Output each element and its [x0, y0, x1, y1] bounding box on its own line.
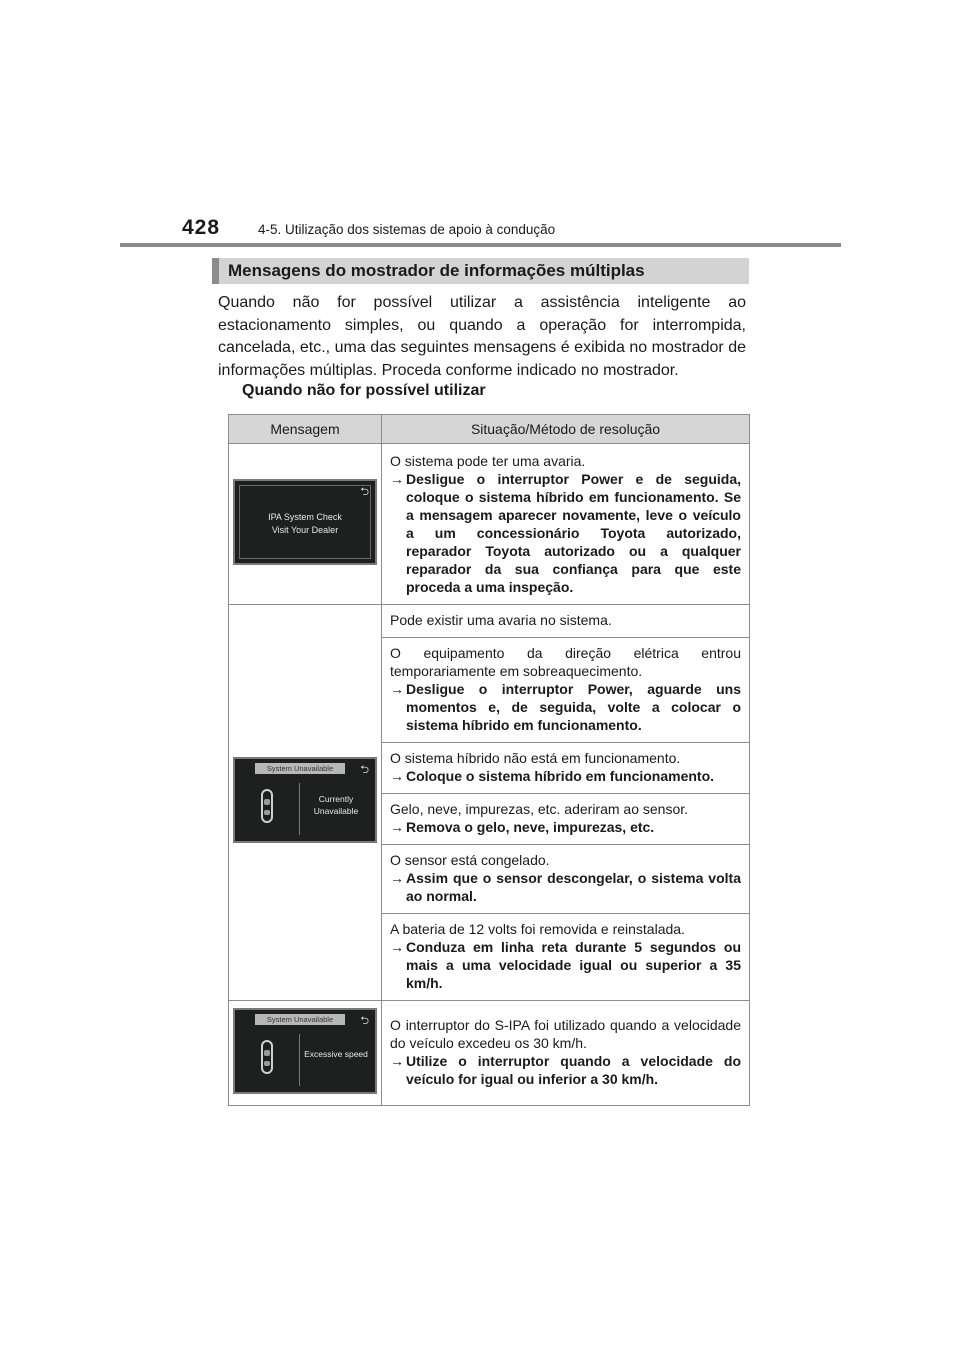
- situation-cell: [382, 845, 750, 914]
- situation-cell: [382, 638, 750, 743]
- chapter-title: 4-5. Utilização dos sistemas de apoio à condução: [258, 222, 556, 237]
- screen-line-2: Unavailable: [313, 806, 359, 816]
- section-heading: Mensagens do mostrador de informações múltiplas: [212, 258, 749, 284]
- situation-cell: [382, 914, 750, 1001]
- display-screen-excessive-speed: [233, 1008, 377, 1094]
- table-header-row: [229, 415, 750, 444]
- situation-cell: [382, 743, 750, 794]
- intro-paragraph: Quando não for possível utilizar a assistência inteligente ao estacionamento simples, ou quando a operação for interrompida, cancelada, etc., uma das seguintes mensagens é exibida no mostrador de informações múltiplas. Proceda conforme indicado no mostrador.: [218, 294, 746, 379]
- situation-cell: [382, 1001, 750, 1106]
- resolution-text: [390, 1052, 741, 1088]
- resolution-label: Assim que o sensor descongelar, o sistema volta ao normal.: [406, 870, 741, 904]
- table-row: [229, 605, 750, 638]
- display-screen-ipa-check: [233, 479, 377, 565]
- resolution-label: Remova o gelo, neve, impurezas, etc.: [406, 819, 655, 835]
- screen-status: [303, 793, 369, 817]
- screen-status: [303, 1048, 369, 1060]
- table-row: [229, 444, 750, 605]
- resolution-text: [390, 818, 741, 836]
- message-cell: [229, 1001, 382, 1106]
- screen-divider: [299, 783, 300, 835]
- screen-message: [235, 511, 375, 537]
- screen-line-1: Currently: [318, 794, 354, 804]
- situation-text: O equipamento da direção elétrica entrou temporariamente em sobreaquecimento.: [390, 645, 741, 679]
- situation-cell: [382, 605, 750, 638]
- column-header-message: Mensagem: [229, 415, 382, 444]
- arrow-icon: →: [390, 768, 404, 784]
- resolution-text: [390, 767, 741, 785]
- table-row: [229, 1001, 750, 1106]
- back-arrow-icon: ⮌: [360, 764, 369, 776]
- column-header-situation: Situação/Método de resolução: [382, 415, 750, 444]
- resolution-text: [390, 680, 741, 734]
- screen-line-1: Excessive speed: [304, 1048, 368, 1059]
- situation-text: Gelo, neve, impurezas, etc. aderiram ao sensor.: [390, 801, 689, 817]
- display-screen-currently-unavailable: [233, 757, 377, 843]
- resolution-label: Desligue o interruptor Power e de seguida, coloque o sistema híbrido em funcionamento. Se a mensagem aparecer novamente, leve o veículo a um concessionário Toyota autorizado, reparador Toyota autorizado ou a qualquer reparador da sua confiança para que este proceda a uma inspeção.: [406, 471, 741, 595]
- back-arrow-icon: ⮌: [360, 485, 369, 498]
- situation-text: A bateria de 12 volts foi removida e reinstalada.: [390, 921, 685, 937]
- situation-text: O interruptor do S-IPA foi utilizado quando a velocidade do veículo excedeu os 30 km/h.: [390, 1017, 741, 1051]
- screen-line-1: IPA System Check: [268, 511, 342, 522]
- arrow-icon: →: [390, 819, 404, 835]
- arrow-icon: →: [390, 1053, 404, 1069]
- arrow-icon: →: [390, 471, 404, 487]
- car-icon: [261, 789, 273, 823]
- system-unavailable-banner: System Unavailable: [255, 763, 345, 774]
- situation-text: O sensor está congelado.: [390, 852, 550, 868]
- arrow-icon: →: [390, 870, 404, 886]
- header-rule: [120, 243, 841, 247]
- resolution-label: Coloque o sistema híbrido em funcionamento.: [406, 768, 715, 784]
- car-icon: [261, 1040, 273, 1074]
- system-unavailable-banner: System Unavailable: [255, 1014, 345, 1025]
- screen-line-2: Visit Your Dealer: [271, 524, 339, 535]
- situation-cell: [382, 444, 750, 605]
- situation-text: O sistema híbrido não está em funcionamento.: [390, 750, 681, 766]
- message-cell: [229, 444, 382, 605]
- situation-text: O sistema pode ter uma avaria.: [390, 453, 586, 469]
- situation-text: Pode existir uma avaria no sistema.: [390, 612, 612, 628]
- resolution-label: Conduza em linha reta durante 5 segundos ou mais a uma velocidade igual ou superior a 35 km/h.: [406, 939, 741, 991]
- resolution-label: Desligue o interruptor Power, aguarde uns momentos e, de seguida, volte a colocar o sistema híbrido em funcionamento.: [406, 681, 741, 733]
- arrow-icon: →: [390, 939, 404, 955]
- message-cell: [229, 605, 382, 1001]
- arrow-icon: →: [390, 681, 404, 697]
- subheading: Quando não for possível utilizar: [242, 382, 486, 399]
- screen-divider: [299, 1034, 300, 1086]
- resolution-text: [390, 470, 741, 596]
- resolution-text: [390, 869, 741, 905]
- page-number: 428: [182, 216, 221, 239]
- situation-cell: [382, 794, 750, 845]
- back-arrow-icon: ⮌: [360, 1014, 369, 1027]
- message-table: [228, 414, 750, 1106]
- resolution-text: [390, 938, 741, 992]
- resolution-label: Utilize o interruptor quando a velocidade do veículo for igual ou inferior a 30 km/h.: [406, 1053, 741, 1087]
